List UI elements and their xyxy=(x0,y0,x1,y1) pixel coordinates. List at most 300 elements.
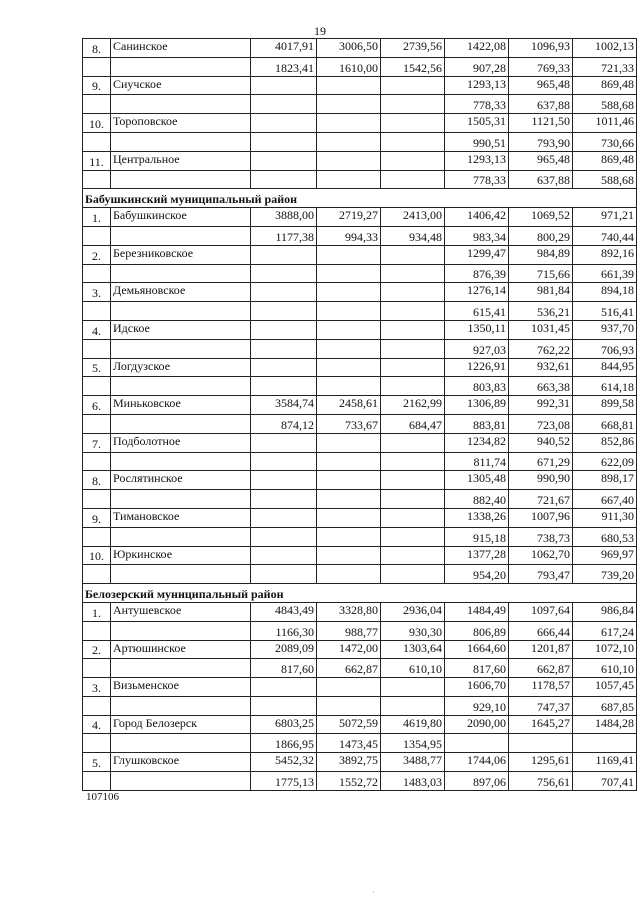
row-number: 5. xyxy=(83,753,111,772)
value-cell: 622,09 xyxy=(573,452,637,471)
settlement-name: Сиучское xyxy=(111,76,251,95)
table-row xyxy=(83,320,637,339)
settlement-name: Юркинское xyxy=(111,546,251,565)
settlement-name xyxy=(111,621,251,640)
row-number: 5. xyxy=(83,358,111,377)
value-cell xyxy=(381,490,445,509)
table-row xyxy=(83,433,637,452)
value-cell: 662,87 xyxy=(317,659,381,678)
value-cell xyxy=(509,734,573,753)
value-cell: 1303,64 xyxy=(381,640,445,659)
value-cell: 2458,61 xyxy=(317,396,381,415)
value-cell xyxy=(251,452,317,471)
value-cell: 986,84 xyxy=(573,602,637,621)
settlement-name xyxy=(111,527,251,546)
value-cell xyxy=(251,358,317,377)
value-cell: 3888,00 xyxy=(251,208,317,227)
value-cell: 882,40 xyxy=(445,490,509,509)
value-cell: 637,88 xyxy=(509,170,573,189)
value-cell: 707,41 xyxy=(573,772,637,791)
row-number xyxy=(83,264,111,283)
value-cell xyxy=(251,245,317,264)
value-cell: 793,47 xyxy=(509,565,573,584)
value-cell xyxy=(381,245,445,264)
value-cell: 1177,38 xyxy=(251,226,317,245)
value-cell xyxy=(381,320,445,339)
value-cell xyxy=(317,302,381,321)
value-cell: 1293,13 xyxy=(445,76,509,95)
value-cell: 937,70 xyxy=(573,320,637,339)
row-number xyxy=(83,490,111,509)
value-cell: 4619,80 xyxy=(381,715,445,734)
table-row xyxy=(83,772,637,791)
settlement-name xyxy=(111,264,251,283)
settlement-name: Артюшинское xyxy=(111,640,251,659)
value-cell: 661,39 xyxy=(573,264,637,283)
settlement-name xyxy=(111,659,251,678)
settlement-name: Санинское xyxy=(111,39,251,58)
value-cell: 2089,09 xyxy=(251,640,317,659)
row-number: 2. xyxy=(83,245,111,264)
table-row xyxy=(83,208,637,227)
value-cell: 588,68 xyxy=(573,170,637,189)
value-cell: 667,40 xyxy=(573,490,637,509)
value-cell: 715,66 xyxy=(509,264,573,283)
value-cell: 706,93 xyxy=(573,339,637,358)
row-number xyxy=(83,772,111,791)
value-cell xyxy=(317,471,381,490)
settlement-name: Глушковское xyxy=(111,753,251,772)
value-cell xyxy=(251,302,317,321)
settlement-name: Антушевское xyxy=(111,602,251,621)
settlement-name: Демьяновское xyxy=(111,283,251,302)
value-cell: 876,39 xyxy=(445,264,509,283)
value-cell: 1422,08 xyxy=(445,39,509,58)
value-cell: 817,60 xyxy=(251,659,317,678)
value-cell: 2936,04 xyxy=(381,602,445,621)
value-cell xyxy=(317,151,381,170)
row-number: 4. xyxy=(83,320,111,339)
value-cell xyxy=(251,527,317,546)
value-cell: 899,58 xyxy=(573,396,637,415)
settlement-name: Березниковское xyxy=(111,245,251,264)
row-number xyxy=(83,734,111,753)
value-cell: 730,66 xyxy=(573,132,637,151)
value-cell: 3488,77 xyxy=(381,753,445,772)
document-code: 107106 xyxy=(86,791,119,803)
settlement-name: Тимановское xyxy=(111,508,251,527)
value-cell xyxy=(317,76,381,95)
value-cell: 1299,47 xyxy=(445,245,509,264)
value-cell xyxy=(251,377,317,396)
table-row xyxy=(83,696,637,715)
value-cell: 806,89 xyxy=(445,621,509,640)
settlement-name xyxy=(111,452,251,471)
settlement-name: Город Белозерск xyxy=(111,715,251,734)
value-cell: 687,85 xyxy=(573,696,637,715)
value-cell: 615,41 xyxy=(445,302,509,321)
value-cell xyxy=(381,170,445,189)
value-cell xyxy=(251,132,317,151)
settlement-name xyxy=(111,132,251,151)
value-cell: 733,67 xyxy=(317,414,381,433)
row-number xyxy=(83,132,111,151)
value-cell: 1775,13 xyxy=(251,772,317,791)
value-cell xyxy=(317,696,381,715)
value-cell: 1377,28 xyxy=(445,546,509,565)
value-cell: 666,44 xyxy=(509,621,573,640)
value-cell: 983,34 xyxy=(445,226,509,245)
row-number xyxy=(83,527,111,546)
value-cell xyxy=(445,734,509,753)
table-row xyxy=(83,95,637,114)
value-cell: 1072,10 xyxy=(573,640,637,659)
value-cell: 637,88 xyxy=(509,95,573,114)
row-number xyxy=(83,377,111,396)
row-number xyxy=(83,696,111,715)
value-cell: 3006,50 xyxy=(317,39,381,58)
value-cell: 1823,41 xyxy=(251,57,317,76)
value-cell: 793,90 xyxy=(509,132,573,151)
value-cell xyxy=(381,151,445,170)
value-cell: 1610,00 xyxy=(317,57,381,76)
value-cell: 663,38 xyxy=(509,377,573,396)
value-cell: 1406,42 xyxy=(445,208,509,227)
table-row xyxy=(83,414,637,433)
value-cell xyxy=(251,678,317,697)
value-cell xyxy=(381,339,445,358)
row-number xyxy=(83,339,111,358)
table-row xyxy=(83,490,637,509)
value-cell xyxy=(317,433,381,452)
value-cell: 1505,31 xyxy=(445,114,509,133)
value-cell xyxy=(317,678,381,697)
settlement-name xyxy=(111,302,251,321)
row-number xyxy=(83,659,111,678)
settlement-name xyxy=(111,565,251,584)
value-cell: 4017,91 xyxy=(251,39,317,58)
value-cell xyxy=(251,283,317,302)
value-cell xyxy=(381,471,445,490)
value-cell: 800,29 xyxy=(509,226,573,245)
value-cell: 614,18 xyxy=(573,377,637,396)
value-cell: 892,16 xyxy=(573,245,637,264)
value-cell xyxy=(317,339,381,358)
table-row xyxy=(83,396,637,415)
value-cell xyxy=(317,508,381,527)
value-cell: 1234,82 xyxy=(445,433,509,452)
value-cell: 1062,70 xyxy=(509,546,573,565)
value-cell: 671,29 xyxy=(509,452,573,471)
value-cell: 1002,13 xyxy=(573,39,637,58)
value-cell: 1338,26 xyxy=(445,508,509,527)
value-cell xyxy=(251,76,317,95)
value-cell xyxy=(317,546,381,565)
section-title: Бабушкинский муниципальный район xyxy=(83,189,637,208)
value-cell xyxy=(251,696,317,715)
value-cell: 883,81 xyxy=(445,414,509,433)
row-number xyxy=(83,452,111,471)
table-row xyxy=(83,753,637,772)
value-cell: 915,18 xyxy=(445,527,509,546)
row-number xyxy=(83,414,111,433)
value-cell: 1069,52 xyxy=(509,208,573,227)
row-number: 1. xyxy=(83,208,111,227)
value-cell xyxy=(317,565,381,584)
value-cell: 610,10 xyxy=(381,659,445,678)
value-cell: 762,22 xyxy=(509,339,573,358)
settlement-name: Рослятинское xyxy=(111,471,251,490)
value-cell: 869,48 xyxy=(573,76,637,95)
value-cell: 1169,41 xyxy=(573,753,637,772)
value-cell xyxy=(381,433,445,452)
value-cell: 610,10 xyxy=(573,659,637,678)
value-cell xyxy=(251,264,317,283)
table-row xyxy=(83,57,637,76)
value-cell: 990,90 xyxy=(509,471,573,490)
row-number xyxy=(83,621,111,640)
value-cell: 1484,49 xyxy=(445,602,509,621)
value-cell: 1483,03 xyxy=(381,772,445,791)
value-cell: 1293,13 xyxy=(445,151,509,170)
value-cell: 778,33 xyxy=(445,170,509,189)
value-cell: 739,20 xyxy=(573,565,637,584)
value-cell: 1306,89 xyxy=(445,396,509,415)
settlement-name xyxy=(111,226,251,245)
value-cell: 662,87 xyxy=(509,659,573,678)
value-cell: 5072,59 xyxy=(317,715,381,734)
value-cell xyxy=(381,114,445,133)
value-cell: 740,44 xyxy=(573,226,637,245)
value-cell xyxy=(251,114,317,133)
settlement-name: Логдузское xyxy=(111,358,251,377)
value-cell: 1166,30 xyxy=(251,621,317,640)
value-cell: 894,18 xyxy=(573,283,637,302)
value-cell: 984,89 xyxy=(509,245,573,264)
row-number: 11. xyxy=(83,151,111,170)
value-cell xyxy=(317,132,381,151)
settlement-name: Подболотное xyxy=(111,433,251,452)
value-cell xyxy=(381,358,445,377)
value-cell: 965,48 xyxy=(509,151,573,170)
table-row xyxy=(83,715,637,734)
value-cell: 1057,45 xyxy=(573,678,637,697)
value-cell: 721,33 xyxy=(573,57,637,76)
settlement-name xyxy=(111,377,251,396)
value-cell: 2090,00 xyxy=(445,715,509,734)
value-cell xyxy=(251,471,317,490)
row-number: 9. xyxy=(83,76,111,95)
row-number: 9. xyxy=(83,508,111,527)
value-cell xyxy=(381,527,445,546)
value-cell: 668,81 xyxy=(573,414,637,433)
table-row xyxy=(83,264,637,283)
value-cell: 1744,06 xyxy=(445,753,509,772)
value-cell: 1354,95 xyxy=(381,734,445,753)
value-cell: 927,03 xyxy=(445,339,509,358)
value-cell xyxy=(317,527,381,546)
value-cell xyxy=(251,433,317,452)
table-row xyxy=(83,508,637,527)
row-number: 3. xyxy=(83,283,111,302)
value-cell: 874,12 xyxy=(251,414,317,433)
settlement-name xyxy=(111,490,251,509)
row-number xyxy=(83,57,111,76)
value-cell: 1295,61 xyxy=(509,753,573,772)
value-cell xyxy=(381,678,445,697)
table-row xyxy=(83,452,637,471)
value-cell xyxy=(251,320,317,339)
value-cell: 1552,72 xyxy=(317,772,381,791)
value-cell: 992,31 xyxy=(509,396,573,415)
table-row xyxy=(83,621,637,640)
value-cell xyxy=(381,76,445,95)
value-cell xyxy=(381,508,445,527)
value-cell xyxy=(317,320,381,339)
value-cell: 617,24 xyxy=(573,621,637,640)
value-cell xyxy=(251,151,317,170)
settlement-name: Миньковское xyxy=(111,396,251,415)
value-cell: 907,28 xyxy=(445,57,509,76)
value-cell: 1645,27 xyxy=(509,715,573,734)
settlement-name xyxy=(111,57,251,76)
value-cell: 1201,87 xyxy=(509,640,573,659)
value-cell: 811,74 xyxy=(445,452,509,471)
table-row xyxy=(83,114,637,133)
table-row xyxy=(83,659,637,678)
row-number xyxy=(83,226,111,245)
table-row xyxy=(83,76,637,95)
table-row xyxy=(83,170,637,189)
row-number: 6. xyxy=(83,396,111,415)
value-cell xyxy=(381,546,445,565)
value-cell: 1606,70 xyxy=(445,678,509,697)
table-row xyxy=(83,245,637,264)
value-cell: 3584,74 xyxy=(251,396,317,415)
table-row xyxy=(83,132,637,151)
value-cell: 969,97 xyxy=(573,546,637,565)
table-row xyxy=(83,678,637,697)
row-number: 3. xyxy=(83,678,111,697)
value-cell: 1178,57 xyxy=(509,678,573,697)
value-cell: 911,30 xyxy=(573,508,637,527)
settlement-name: Бабушкинское xyxy=(111,208,251,227)
settlement-name: Визьменское xyxy=(111,678,251,697)
value-cell: 954,20 xyxy=(445,565,509,584)
value-cell: 684,47 xyxy=(381,414,445,433)
value-cell: 778,33 xyxy=(445,95,509,114)
value-cell: 680,53 xyxy=(573,527,637,546)
row-number: 7. xyxy=(83,433,111,452)
row-number: 10. xyxy=(83,114,111,133)
value-cell xyxy=(251,490,317,509)
value-cell: 803,83 xyxy=(445,377,509,396)
value-cell xyxy=(381,95,445,114)
value-cell xyxy=(381,696,445,715)
value-cell: 747,37 xyxy=(509,696,573,715)
value-cell: 1866,95 xyxy=(251,734,317,753)
value-cell xyxy=(251,565,317,584)
table-row xyxy=(83,151,637,170)
value-cell: 723,08 xyxy=(509,414,573,433)
value-cell xyxy=(381,132,445,151)
value-cell xyxy=(381,452,445,471)
table-row xyxy=(83,226,637,245)
table-row xyxy=(83,358,637,377)
value-cell xyxy=(317,452,381,471)
value-cell xyxy=(251,546,317,565)
table-row xyxy=(83,527,637,546)
row-number xyxy=(83,95,111,114)
table-row xyxy=(83,471,637,490)
value-cell: 2719,27 xyxy=(317,208,381,227)
row-number: 8. xyxy=(83,39,111,58)
section-header-row xyxy=(83,189,637,208)
value-cell: 981,84 xyxy=(509,283,573,302)
value-cell: 2739,56 xyxy=(381,39,445,58)
value-cell: 2162,99 xyxy=(381,396,445,415)
value-cell xyxy=(251,339,317,358)
settlement-name xyxy=(111,772,251,791)
row-number: 4. xyxy=(83,715,111,734)
value-cell: 756,61 xyxy=(509,772,573,791)
value-cell: 897,06 xyxy=(445,772,509,791)
value-cell xyxy=(317,170,381,189)
value-cell xyxy=(381,302,445,321)
value-cell: 536,21 xyxy=(509,302,573,321)
value-cell: 1097,64 xyxy=(509,602,573,621)
value-cell xyxy=(317,358,381,377)
table-row xyxy=(83,283,637,302)
section-header-row xyxy=(83,584,637,603)
value-cell: 5452,32 xyxy=(251,753,317,772)
settlement-name: Центральное xyxy=(111,151,251,170)
value-cell: 988,77 xyxy=(317,621,381,640)
value-cell xyxy=(317,490,381,509)
value-cell: 844,95 xyxy=(573,358,637,377)
value-cell: 6803,25 xyxy=(251,715,317,734)
value-cell xyxy=(317,95,381,114)
settlement-name xyxy=(111,339,251,358)
value-cell: 929,10 xyxy=(445,696,509,715)
row-number: 10. xyxy=(83,546,111,565)
value-cell: 930,30 xyxy=(381,621,445,640)
value-cell: 1472,00 xyxy=(317,640,381,659)
settlement-name xyxy=(111,696,251,715)
value-cell xyxy=(251,95,317,114)
value-cell: 1121,50 xyxy=(509,114,573,133)
table-row xyxy=(83,602,637,621)
value-cell xyxy=(317,114,381,133)
settlement-name xyxy=(111,734,251,753)
settlement-name: Идское xyxy=(111,320,251,339)
value-cell: 990,51 xyxy=(445,132,509,151)
value-cell: 1007,96 xyxy=(509,508,573,527)
value-cell: 817,60 xyxy=(445,659,509,678)
value-cell xyxy=(381,565,445,584)
value-cell xyxy=(317,245,381,264)
value-cell: 3892,75 xyxy=(317,753,381,772)
value-cell xyxy=(251,508,317,527)
value-cell: 898,17 xyxy=(573,471,637,490)
settlement-name xyxy=(111,414,251,433)
footer-mark: · xyxy=(372,888,375,897)
row-number: 2. xyxy=(83,640,111,659)
value-cell xyxy=(317,377,381,396)
table-row xyxy=(83,377,637,396)
value-cell xyxy=(573,734,637,753)
row-number: 8. xyxy=(83,471,111,490)
